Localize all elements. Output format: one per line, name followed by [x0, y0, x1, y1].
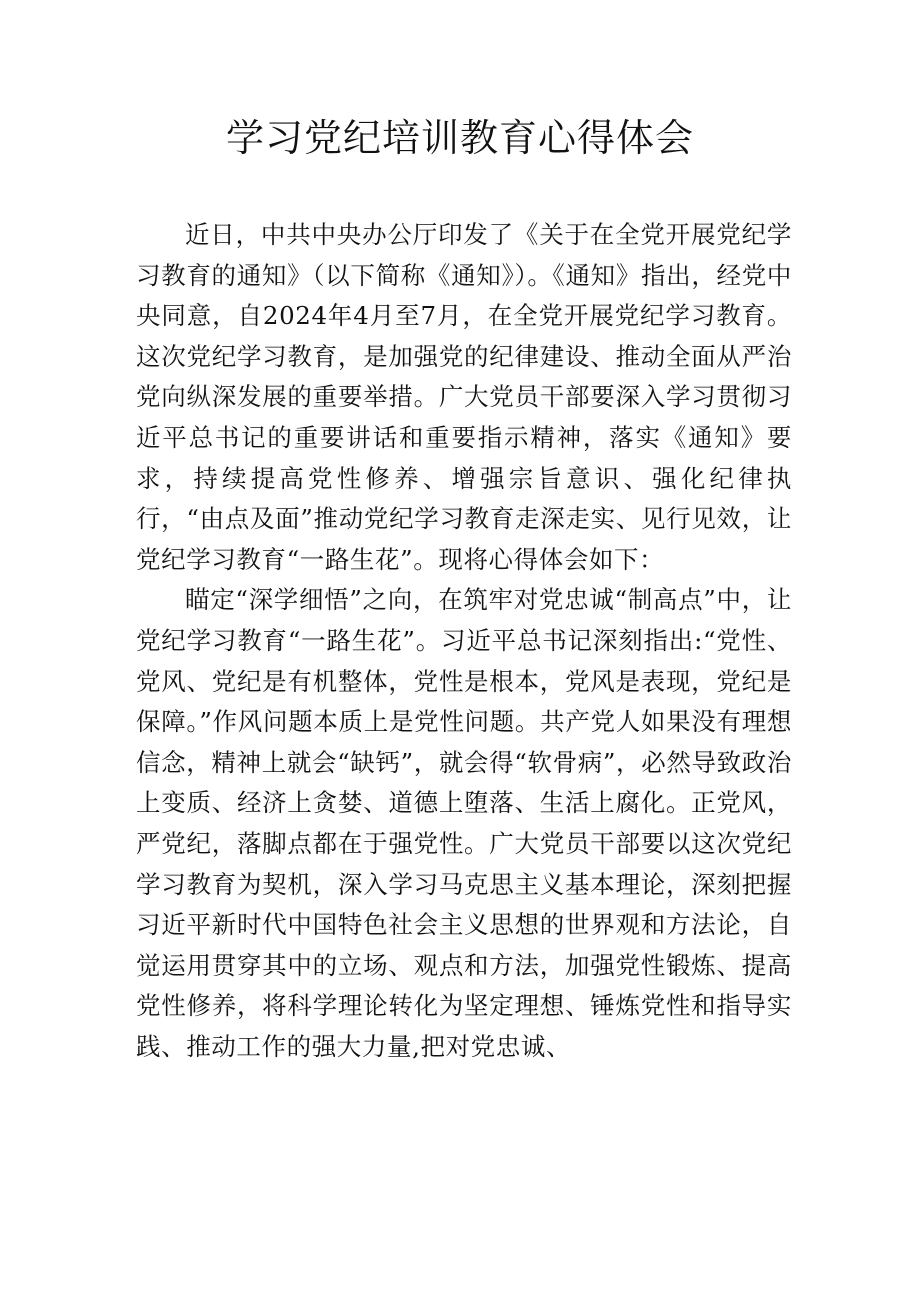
paragraph-section-1: 瞄定“深学细悟”之向，在筑牢对党忠诚“制高点”中，让党纪学习教育“一路生花”。习近平总书记深刻指出:“党性、党风、党纪是有机整体，党性是根本，党风是表现，党纪是保障。”作风问题本质上是党性问题。共产党人如果没有理想信念，精神上就会“缺钙”，就会得“软骨病”，必然导致政治上变质、经济上贪婪、道德上堕落、生活上腐化。正党风，严党纪，落脚点都在于强党性。广大党员干部要以这次党纪学习教育为契机，深入学习马克思主义基本理论，深刻把握习近平新时代中国特色社会主义思想的世界观和方法论，自觉运用贯穿其中的立场、观点和方法，加强党性锻炼、提高党性修养，将科学理论转化为坚定理想、锤炼党性和指导实践、推动工作的强大力量,把对党忠诚、 — [136, 585, 792, 1061]
document-title: 学习党纪培训教育心得体会 — [225, 116, 694, 160]
document-body — [136, 215, 792, 1067]
paragraph-intro: 近日，中共中央办公厅印发了《关于在全党开展党纪学习教育的通知》（以下简称《通知》）。《通知》指出，经党中央同意，自2024年4月至7月，在全党开展党纪学习教育。这次党纪学习教育，是加强党的纪律建设、推动全面从严治党向纵深发展的重要举措。广大党员干部要深入学习贯彻习近平总书记的重要讲话和重要指示精神，落实《通知》要求，持续提高党性修养、增强宗旨意识、强化纪律执行，“由点及面”推动党纪学习教育走深走实、见行见效，让党纪学习教育“一路生花”。现将心得体会如下： — [136, 220, 792, 574]
